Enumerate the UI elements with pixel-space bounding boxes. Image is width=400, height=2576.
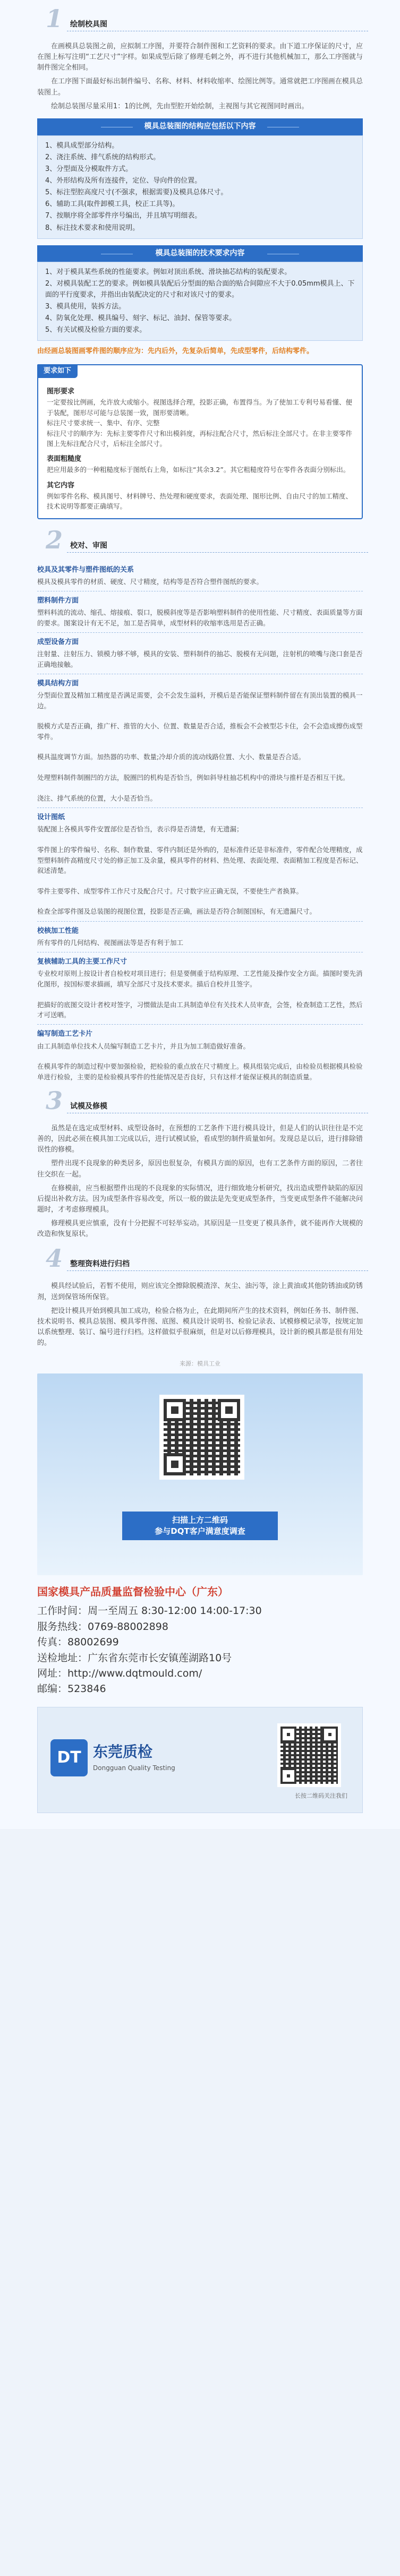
contact-row[interactable]: 网址：http://www.dqtmould.com/: [37, 1668, 202, 1680]
subsection-heading: 模具结构方面: [37, 680, 79, 688]
callout-text: 一定要按比例画，允许放大或缩小。视图选择合理，投影正确，布置得当。为了使加工专利号易看懂、便于装配，图形尽可能与总装图一致，图形要清晰。: [47, 398, 353, 417]
follow-qr-code[interactable]: [277, 1723, 341, 1787]
brand-name-en: Dongguan Quality Testing: [93, 1764, 175, 1772]
list-item: 5、标注型腔高度尺寸(不强求，根据需要)及模具总体尺寸。: [45, 188, 228, 197]
dashed-divider: [37, 1024, 363, 1025]
paragraph: 绘制总装图尽量采用1：1的比例，先由型腔开始绘制，主视图与其它视图同时画出。: [51, 102, 309, 110]
section-number: 4: [46, 1244, 63, 1273]
brand-name: 东莞质检: [93, 1742, 153, 1761]
list-item: 7、按顺序将全部零件序号编出，并且填写明细表。: [45, 212, 202, 220]
section-divider: [67, 552, 368, 553]
callout-text: 标注尺寸的顺序为：先标主要零件尺寸和出模斜度，再标注配合尺寸，然后标注全部尺寸。在非主要零件图上先标注配合尺寸，后标注全部尺寸。: [47, 429, 353, 448]
section-divider: [67, 1270, 368, 1271]
section-number: 2: [46, 525, 63, 554]
callout-heading: 表面粗糙度: [47, 455, 82, 463]
list-item: 1、对于模具某些系统的性能要求。例如对顶出系统、滑块抽芯结构的装配要求。: [45, 268, 292, 277]
subsection-heading: 校核加工性能: [37, 926, 79, 935]
contact-info: [37, 1584, 363, 1697]
qr-finder: [164, 1399, 186, 1421]
qr-finder: [322, 1727, 338, 1742]
callout-tag: 要求如下: [37, 364, 78, 378]
paragraph: 在画模具总装图之前，应拟制工序图，并要符合制件图和工艺资料的要求。由下道工序保证的尺寸，应在图上标写注明“工艺尺寸”字样。如果成型后除了修理毛刺之外，再不进行其他机械加工，那么工序图就与制件图完全相同。: [37, 42, 363, 72]
list-item: 5、有关试模及检验方面的要求。: [45, 326, 147, 334]
subsection-text: 模具及模具零件的材质、硬度、尺寸精度，结构等是否符合塑件图纸的要求。: [37, 577, 263, 586]
requirements-callout: [37, 364, 363, 519]
subsection-heading: 成型设备方面: [37, 638, 79, 647]
review-subsections: [37, 565, 363, 1082]
dashed-divider: [37, 632, 363, 633]
list-item: 6、辅助工具(取件卸模工具，校正工具等)。: [45, 200, 180, 209]
list-item: 1、模具成型部分结构。: [45, 141, 119, 150]
subsection-heading: 编写制造工艺卡片: [37, 1030, 93, 1038]
subsection-text: 注射量、注射压力、锁模力够不够，模具的安装、塑料制件的抽芯、脱模有无问题，注射机的喷嘴与浇口套是否正确地接触。: [37, 650, 363, 668]
callout-text: 例如零件名称、模具图号、材料牌号、热处理和硬度要求，表面处理、图形比例、自由尺寸的加工精度、技术说明等都要正确填写。: [47, 492, 353, 511]
paragraph: 修理模具更应慎重，没有十分把握不可轻举妄动。其原因是一旦变更了模具条件，就不能再作大规模的改造和恢复原状。: [37, 1220, 363, 1239]
content-band-title: 模具总装图的技术要求内容: [37, 245, 363, 262]
qr-caption: 扫描上方二维码 参与DQT客户满意度调查: [122, 1512, 278, 1540]
callout-heading: 图形要求: [47, 388, 75, 396]
paragraph: 把设计模具开始到模具加工成功，检验合格为止，在此期间所产生的技术资料，例如任务书、制件图、技术说明书、模具总装图、模具零件图、底图、模具设计说明书、检验记录表、试模修模记录等，按规定加以系统整理、装订、编号进行归档。这样做似乎很麻烦，但是对以后修理模具，设计新的模具都是很有用处的。: [37, 1307, 363, 1347]
subsection-text: 所有零件的几何结构、视图画法等是否有利于加工: [37, 938, 184, 947]
list-item: 4、防氧化处理、模具编号、刻字、标记、油封、保管等要求。: [45, 314, 236, 322]
section-number: 3: [46, 1086, 63, 1115]
qr-pattern: [164, 1399, 240, 1475]
qr-code[interactable]: [159, 1395, 244, 1480]
section-title: 绘制校具图: [70, 20, 107, 29]
section-header-2: [0, 527, 400, 560]
subsection-text: 塑料料流的流动、缩孔、熔接痕、裂口，脱模斜度等是否影响塑料制件的使用性能、尺寸精度、表面质量等方面的要求。图案设计有无不足，加工是否简单，成型材料的收缩率选用是否正确。: [37, 608, 363, 627]
section-header-3: [0, 1087, 400, 1120]
paragraph: 在工序图下面最好标出制件编号、名称、材料、材料收缩率、绘图比例等。通常就把工序图画在模具总装图上。: [37, 78, 363, 97]
requirement-list: [37, 135, 363, 239]
paragraph: 在修模前，应当根据塑件出现的不良现象的实际情况，进行细致地分析研究，找出造成塑件缺陷的原因后提出补救方法。因为成型条件容易改变，所以一般的做法是先变更成型条件，当变更成型条件不能解决问题时，才考虑修理模具。: [37, 1184, 363, 1214]
subsection-heading: 塑料制件方面: [37, 597, 79, 605]
section-header-4: [0, 1245, 400, 1278]
source-credit: 来源：模具工业: [180, 1360, 220, 1368]
dashed-divider: [37, 921, 363, 922]
paragraph: 塑件出现不良现象的种类居多，原因也很复杂，有模具方面的原因，也有工艺条件方面的原因，二者往往交织在一起。: [37, 1160, 363, 1179]
callout-heading: 其它内容: [47, 481, 75, 490]
list-item: 2、浇注系统、排气系统的结构形式。: [45, 153, 160, 161]
callout-text: 把应用最多的一种粗糙度标于图纸右上角，如标注“其余3.2”。其它粗糙度符号在零件各表面分别标出。: [47, 466, 350, 474]
qr-finder: [280, 1768, 296, 1784]
qr-pattern: [280, 1727, 338, 1784]
contact-row: 工作时间：周一至周五 8:30-12:00 14:00-17:30: [37, 1605, 262, 1617]
subsection-text: 装配图上各模具零件安置部位是否恰当，表示得是否清楚，有无遗漏； 零件图上的零件编号、名称、制作数量、零件内制还是外购的，是标准件还是非标准件，零件配合处理精度，成型塑料制件高精度尺寸处的修正加工及余量，模具零件的材料、热处理、表面处理、表面精加工程度是否标记、叙述清楚。 零件主要零件、成型零件工作尺寸及配合尺寸。尺寸数字应正确无误，不要使生产者换算。 检查全部零件图及总装图的视图位置，投影是否正确，画法是否符合制图国标，有无遗漏尺寸。: [37, 825, 363, 916]
contact-row: 邮编：523846: [37, 1683, 106, 1695]
brand-text: [93, 1740, 175, 1773]
list-item: 3、模具使用，装拆方法。: [45, 302, 126, 311]
callout-text: 标注尺寸要求统一、集中、有序、完整: [47, 419, 160, 427]
paragraph: 模具经试验后，若暂不使用，则应该完全擦除脱模渣滓、灰尘、油污等，涂上黄油或其他防锈油或防锈剂，送到保管场所保管。: [37, 1282, 363, 1301]
contact-row: 送检地址：广东省东莞市长安镇莲湖路10号: [37, 1652, 232, 1664]
section-title: 整理资料进行归档: [70, 1260, 130, 1269]
section-title: 校对、审图: [70, 541, 107, 550]
subsection-text: 由工具制造单位技术人员编写制造工艺卡片，并且为加工制造做好准备。 在模具零件的制造过程中要加强检验，把检验的重点放在尺寸精度上。模具组装完成后，由检验员根据模具检验单进行检验，主要的是检验模具零件的性能情况是否良好，只有这样才能保证模具的制造质量。: [37, 1042, 363, 1081]
section-header-1: [0, 5, 400, 38]
highlight-note: 由经画总装图画零件图的顺序应为：先内后外，先复杂后简单，先成型零件，后结构零件。: [37, 347, 314, 356]
subsection-heading: 复核辅助工具的主要工作尺寸: [37, 958, 127, 966]
paragraph: 虽然是在选定成型材料、成型设备时，在预想的工艺条件下进行模具设计，但是人们的认识往往是不完善的，因此必须在模具加工完成以后，进行试模试验，看成型的制件质量如何。发现总是以后，进行排除错误性的修模。: [37, 1124, 363, 1154]
subsection-text: 专业校对原则上按设计者自检校对项目进行；但是要侧重于结构原理、工艺性能及操作安全方面。描图时要先消化图形，按国标要求描画，填写全部尺寸及技术要求。描后自校并且签字。 把描好的底图交设计者校对签字，习惯做法是由工具制造单位有关技术人员审查，会签，检查制造工艺性，然后才可送晒。: [37, 969, 363, 1019]
content-band-title: 模具总装图的结构应包括以下内容: [37, 118, 363, 135]
subsection-heading: 设计图纸: [37, 813, 65, 822]
qr-finder: [218, 1399, 240, 1421]
section-title: 试模及修模: [70, 1102, 107, 1111]
qr-finder: [164, 1453, 186, 1475]
section-number: 1: [46, 4, 63, 33]
subsection-heading: 校具及其零件与塑件图纸的关系: [37, 565, 134, 574]
org-name: 国家模具产品质量监督检验中心（广东）: [37, 1585, 228, 1599]
brand-banner: [37, 1707, 363, 1813]
list-item: 8、标注技术要求和使用说明。: [45, 224, 140, 232]
survey-qr-banner: [37, 1373, 363, 1575]
qr-finder: [280, 1727, 296, 1742]
qr-note: 长按二维码关注我们: [295, 1792, 347, 1799]
brand-logo-icon: DT: [50, 1739, 88, 1776]
subsection-text: 分型面位置及精加工精度是否满足需要，会不会发生溢料，开模后是否能保证塑料制件留在有顶出装置的模具一边。 脱模方式是否正确，推广杆、推管的大小、位置、数量是否合适，推板会不会被型芯卡住，会不会造成擦伤成型零件。 模具温度调节方面。加热器的功率、数量;冷却介质的流动线路位置、大小、数量是否合适。 处理塑料制件制圈凹的方法，脱圈凹的机构是否恰当，例如斜导柱抽芯机构中的滑块与推杆是否相互干扰。 浇注、排气系统的位置，大小是否恰当。: [37, 691, 363, 802]
list-item: 2、对模具装配工艺的要求。例如模具装配后分型面的贴合面的贴合间隙应不大于0.05mm模具上、下面的平行度要求，并指出由装配决定的尺寸和对该尺寸的要求。: [45, 280, 355, 299]
contact-row: 服务热线：0769-88002898: [37, 1620, 168, 1633]
contact-row: 传真：88002699: [37, 1636, 119, 1648]
list-item: 4、外形结构及所有连接件，定位、导向件的位置。: [45, 176, 202, 185]
technical-requirement-list: [37, 262, 363, 341]
list-item: 3、分型面及分模取件方式。: [45, 165, 133, 173]
